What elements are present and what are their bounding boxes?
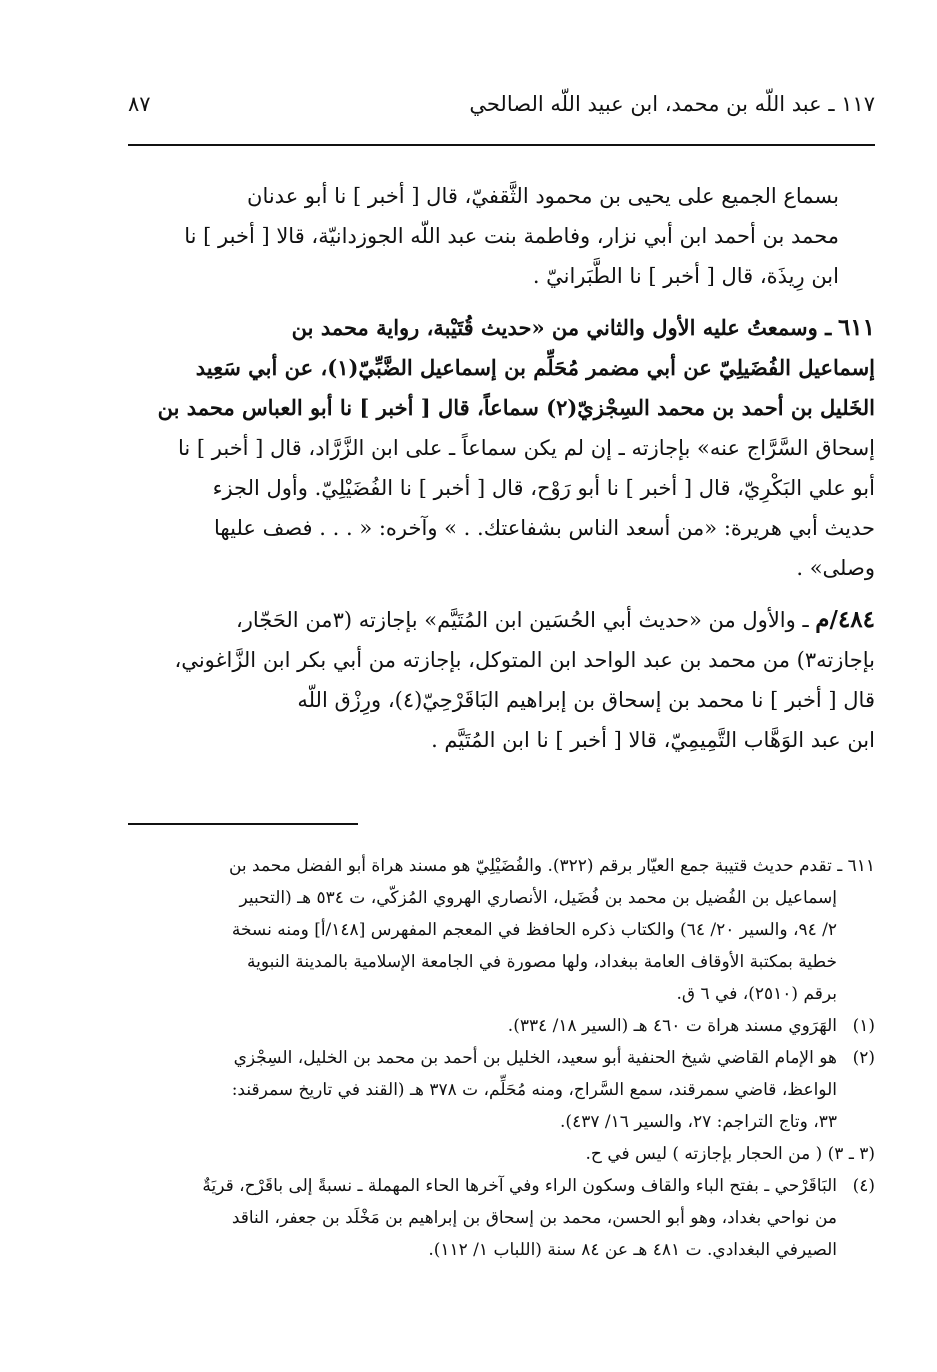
footnote-text: الهَرَوي مسند هراة ت ٤٦٠ هـ (السير ١٨/ ٣٣٤).	[507, 1016, 837, 1036]
footnote-line: ٦١١ ـ تقدم حديث قتيبة جمع العيّار برقم (٣٢٢). والفُضَيْلِيّ هو مسند هراة أبو الفضل محمد بن	[228, 856, 875, 876]
footnote-line	[128, 1138, 875, 1170]
footnote-line	[128, 1042, 875, 1074]
footnote-line	[128, 1170, 875, 1202]
text-line: محمد بن أحمد ابن أبي نزار، وفاطمة بنت عبد اللّه الجوزدانيّة، قالا [ أخبر ] نا	[184, 224, 839, 248]
text-line: ابن عبد الوَهَّاب التَّمِيمِيّ، قالا [ أخبر ] نا ابن المُتَيَّم .	[431, 728, 875, 752]
page-number: ٨٧	[128, 92, 151, 116]
text-line: بإجازته٣) من محمد بن عبد الواحد ابن المتوكل، بإجازته من أبي بكر ابن الزَّاغوني،	[174, 648, 875, 672]
text-line: إسماعيل الفُضَيلِيّ عن أبي مضمر مُحَلِّم بن إسماعيل الضَّبِّيّ(١)، عن أبي سَعِيد	[195, 355, 875, 380]
footnote-3	[128, 1138, 875, 1170]
footnote-text: البَاقَرْحي ـ بفتح الباء والقاف وسكون الراء وفي آخرها الحاء المهملة ـ نسبةً إلى باقَرْح، قريَةٌ	[202, 1176, 837, 1196]
running-title: ١١٧ ـ عبد اللّه بن محمد، ابن عبيد اللّه الصالحي	[469, 92, 875, 116]
paragraph-intro	[128, 176, 875, 296]
footnote-marker: (٣ ـ ٣)	[827, 1144, 875, 1164]
entry-611	[128, 308, 875, 588]
main-text	[128, 176, 875, 772]
text-line: إسحاق السَّرَّاج عنه» بإجازته ـ إن لم يكن سماعاً ـ على ابن الزَّرَّاد، قال [ أخبر ] نا	[177, 436, 875, 460]
footnote-marker: (١)	[852, 1016, 875, 1036]
footnote-text: هو الإمام القاضي شيخ الحنفية أبو سعيد، الخليل بن أحمد بن محمد بن الخليل، السِجْزي	[233, 1048, 837, 1068]
text-line: ابن رِيذَة، قال [ أخبر ] نا الطَّبَرانيّ .	[532, 264, 839, 288]
entry-heading-text: ـ وسمعتُ عليه الأول والثاني من «حديث قُتَيْبة، رواية محمد بن	[291, 315, 832, 340]
text-line	[128, 600, 875, 640]
footnote-marker: (٤)	[852, 1176, 875, 1196]
footnote-divider	[128, 823, 358, 825]
text-line: أبو علي البَكْرِيّ، قال [ أخبر ] نا أبو رَوْح، قال [ أخبر ] نا الفُضَيْلِيّ. وأول الجزء	[212, 476, 875, 500]
footnote-4	[128, 1170, 875, 1266]
footnote-line	[128, 1010, 875, 1042]
footnote-611	[128, 850, 875, 1010]
entry-484m	[128, 600, 875, 760]
entry-number: ٤٨٤/م	[815, 606, 875, 633]
entry-heading-text: ـ والأول من «حديث أبي الحُسَين ابن المُتَيَّم» بإجازته (٣من الحَجّار،	[235, 608, 809, 632]
text-line	[128, 308, 875, 348]
footnote-marker: (٢)	[852, 1048, 875, 1068]
text-line: بسماع الجميع على يحيى بن محمود الثَّقفيّ، قال [ أخبر ] نا أبو عدنان	[247, 184, 839, 208]
entry-number: ٦١١	[837, 314, 875, 341]
header-divider	[128, 144, 875, 146]
page-header	[128, 92, 875, 132]
text-line: حديث أبي هريرة: «من أسعد الناس بشفاعتك. . » وآخره: « . . . فصف عليها	[214, 516, 875, 540]
footnote-1	[128, 1010, 875, 1042]
footnote-line: ٢/ ٩٤، والسير ٢٠/ ٦٤) والكتاب ذكره الحافظ في المعجم المفهرس [١٤٨/أ] ومنه نسخة	[231, 920, 837, 940]
footnote-text: ( من الحجار بإجازته ) ليس في ح.	[585, 1144, 823, 1164]
footnote-line: الصيرفي البغدادي. ت ٤٨١ هـ عن ٨٤ سنة (اللباب ١/ ١١٢).	[428, 1240, 837, 1260]
text-line: الخَليل بن أحمد بن محمد السِجْزيّ(٢) سماعاً، قال [ أخبر ] نا أبو العباس محمد بن	[157, 395, 875, 420]
footnotes	[128, 850, 875, 1266]
footnote-line: خطية بمكتبة الأوقاف العامة ببغداد، ولها مصورة في الجامعة الإسلامية بالمدينة النبوية	[247, 952, 837, 972]
footnote-line: الواعظ، قاضي سمرقند، سمع السَّراج، ومنه مُحَلِّم، ت ٣٧٨ هـ (القند في تاريخ سمرقند:	[231, 1080, 837, 1100]
text-line: قال [ أخبر ] نا محمد بن إسحاق بن إبراهيم البَاقَرْحِيّ(٤)، ورِزْق اللّه	[297, 688, 875, 712]
footnote-2	[128, 1042, 875, 1138]
footnote-line: ٣٣، وتاج التراجم: ٢٧، والسير ١٦/ ٤٣٧).	[560, 1112, 837, 1132]
footnote-line: برقم (٢٥١٠)، في ٦ ق.	[676, 984, 837, 1004]
footnote-line: من نواحي بغداد، وهو أبو الحسن، محمد بن إسحاق بن إبراهيم بن مَخْلَد بن جعفر، الناقد	[231, 1208, 837, 1228]
footnote-line: إسماعيل بن الفُضيل بن محمد بن فُضَيل، الأنصاري الهروي المُزكّي، ت ٥٣٤ هـ (التحبير	[239, 888, 837, 908]
text-line: وصلى» .	[796, 556, 875, 580]
